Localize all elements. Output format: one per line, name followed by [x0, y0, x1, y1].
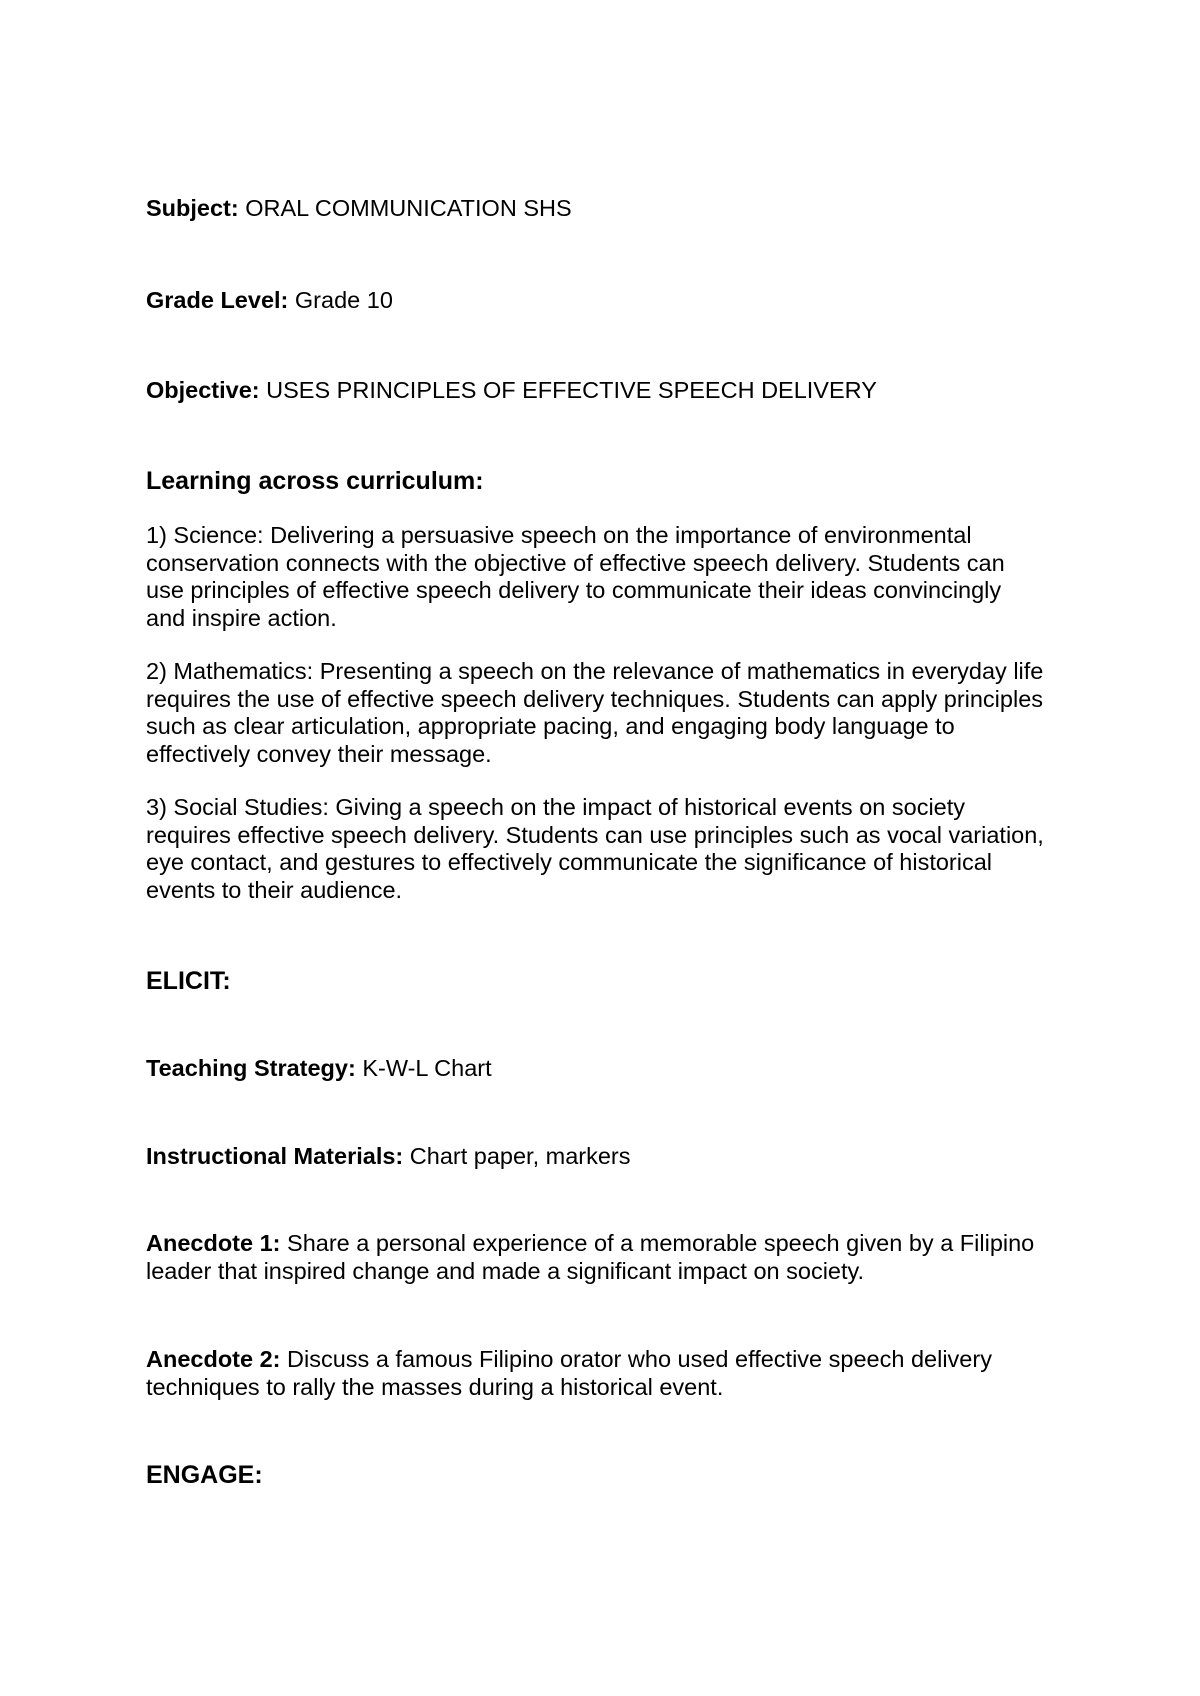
subject-label: Subject:: [146, 195, 239, 221]
grade-level-line: [146, 286, 393, 314]
anecdote-2-label: Anecdote 2:: [146, 1346, 281, 1372]
subject-value: ORAL COMMUNICATION SHS: [245, 195, 572, 221]
teaching-strategy-value: K-W-L Chart: [362, 1055, 492, 1081]
instructional-materials-label: Instructional Materials:: [146, 1143, 404, 1169]
objective-value: USES PRINCIPLES OF EFFECTIVE SPEECH DELIVERY: [266, 377, 877, 403]
grade-level-value: Grade 10: [294, 287, 393, 313]
engage-heading: ENGAGE:: [146, 1461, 263, 1489]
objective-line: [146, 376, 877, 404]
teaching-strategy-line: [146, 1054, 492, 1082]
anecdote-1-text: Share a personal experience of a memorable speech given by a Filipino leader that inspired change and made a significant impact on society.: [146, 1230, 1035, 1284]
instructional-materials-value: Chart paper, markers: [409, 1143, 631, 1169]
anecdote-1-label: Anecdote 1:: [146, 1230, 281, 1256]
anecdote-1: [146, 1230, 1046, 1285]
anecdote-2: [146, 1346, 1046, 1401]
instructional-materials-line: [146, 1142, 631, 1170]
elicit-heading: ELICIT:: [146, 967, 231, 995]
grade-level-label: Grade Level:: [146, 287, 289, 313]
objective-label: Objective:: [146, 377, 260, 403]
curriculum-item-science: 1) Science: Delivering a persuasive speech on the importance of environmental conservation connects with the objective of effective speech delivery. Students can use principles of effective speech delivery to communicate their ideas convincingly and inspire action.: [146, 522, 1005, 631]
learning-across-curriculum-heading: Learning across curriculum:: [146, 467, 484, 495]
subject-line: [146, 194, 572, 222]
curriculum-item-social-studies: 3) Social Studies: Giving a speech on the impact of historical events on society requires effective speech delivery. Students can use principles such as vocal variation, eye contact, and gestures to effectively communicate the significance of historical events to their audience.: [146, 794, 1044, 903]
teaching-strategy-label: Teaching Strategy:: [146, 1055, 356, 1081]
anecdote-2-text: Discuss a famous Filipino orator who used effective speech delivery techniques to rally the masses during a historical event.: [146, 1346, 992, 1400]
curriculum-item-mathematics: 2) Mathematics: Presenting a speech on the relevance of mathematics in everyday life requires the use of effective speech delivery techniques. Students can apply principles such as clear articulation, appropriate pacing, and engaging body language to effectively convey their message.: [146, 658, 1044, 767]
